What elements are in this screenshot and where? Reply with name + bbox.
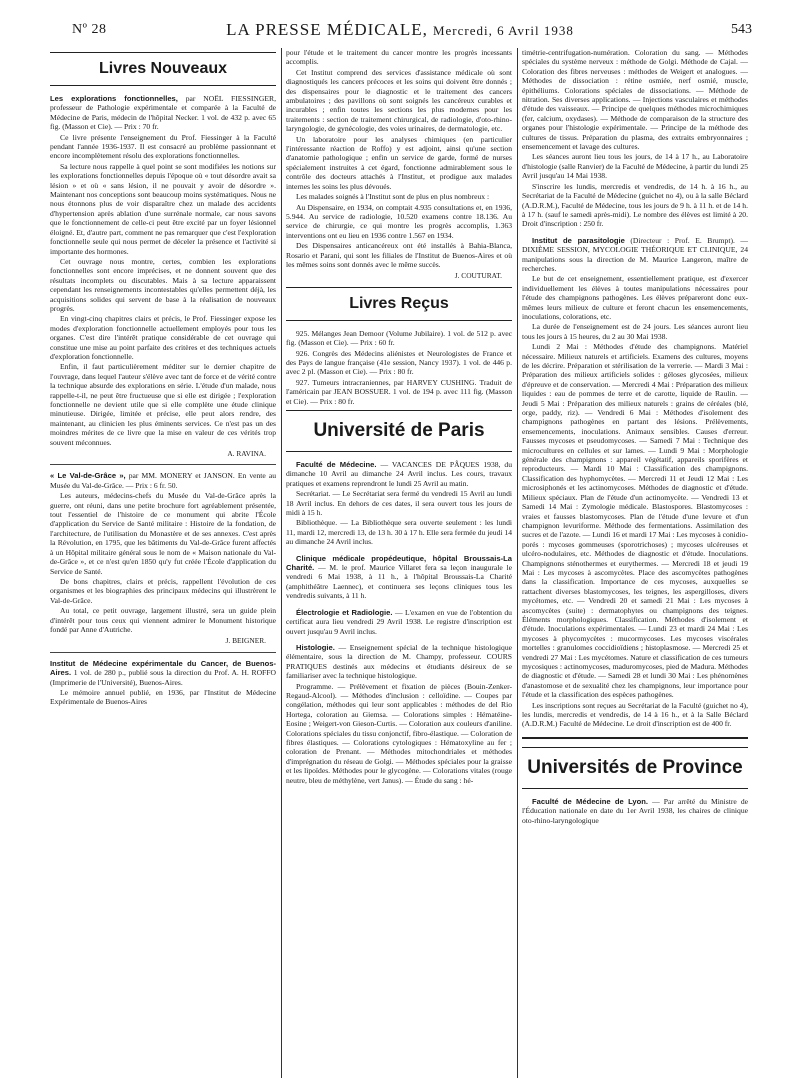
received-book-item: 926. Congrès des Médecins aliénistes et Neurologistes de France et des Pays de langue française (41e session, Nancy 1937). 1 vol. de 446 p. avec 2 pl. (Masson et Cie). — Prix : 80 fr. — [286, 348, 512, 377]
paragraph: timétrie-centrifugation-numération. Coloration du sang. — Méthodes spéciales du système nerveux : méthode de Golgi. Méthode de Cajal. — Coloration des fibres nerveuses : méthodes de Weigert et analogues. — Méthodes de dissociation : rétine osmiée, nerf osmié, muscle, épithéliums. Colorations spéciales de dissociations. — Méthode de nitration. Ses diverses applications. — Injections vasculaires et méthodes d'étude des vaisseaux. — Principe de quelques méthodes microchimiques (fer, calcium, oxydases). — Méthode de comparaison de la structure des organes pour l'histologie expérimentale. — Principe de la méthode des cultures de tissus. Préparation du plasma, des extraits embryonnaires ; ensemencement et lavage des cultures. — [522, 48, 748, 152]
journal-title: LA PRESSE MÉDICALE, — [226, 20, 428, 39]
paragraph: S'inscrire les lundis, mercredis et vendredis, de 14 h. à 16 h., au Secrétariat de la Faculté de Médecine (guichet no 4), ou à la salle Béclard (A.D.R.M.), Faculté de Médecine, tous les jours de 9 h. à 11 h. et de 14 h. à 17 h. (sauf le samedi après-midi). Le nombre des élèves est limité à 20. Droit d'inscription : 250 fr. — [522, 181, 748, 229]
paragraph: Les auteurs, médecins-chefs du Musée du Val-de-Grâce après la guerre, ont réuni, dans une petite brochure fort agréablement présentée, tout l'essentiel de l'histoire de ce monument qui abrite l'École d'application du Service de Santé militaire : Histoire de la fondation, de l'architecture, de l'utilisation du Monastère et de ses annexes. C'est après la Révolution, en 1795, que les bâtiments du Val-de-Grâce furent affectés à un Hôpital militaire général sous le nom de « Maison nationale du Val-de-Grâce », et ce n'est qu'en 1850 qu'y fut créée l'École d'application du Service de Santé. — [50, 491, 276, 576]
paragraph: Les malades soignés à l'Institut sont de plus en plus nombreux : — [296, 192, 490, 202]
divider — [522, 737, 748, 739]
running-header — [0, 0, 800, 46]
issue-date: Mercredi, 6 Avril 1938 — [432, 23, 574, 38]
masthead — [0, 20, 800, 40]
notice-heading — [286, 554, 512, 601]
notice-title: Faculté de Médecine de Lyon. — [532, 796, 649, 806]
paragraph: Programme. — Prélèvement et fixation de pièces (Bouin-Zenker-Regaud-Alcool). — Méthodes d'inclusion : celloïdine. — Coupes par congélation, méthodes qui leur sont applicables : méthodes de del Rio Hortega, coloration au Giemsa. — Colorations simples : Hématéine-Eosine ; Weigert-von Gieson-Curtis. — Coloration aux couleurs d'aniline. Colorations spéciales du tissu conjonctif, fibro-élastique. — Coloration de fibres élastiques. — Colorations cytologiques : Hématoxyline au fer ; coloration de Prenant. — Méthodes mitochondriales et méthodes d'imprégnation du réseau de Golgi. — Méthodes spéciales pour la graisse et les lipoïdes. Méthodes pour le glycogène. — Colorations vitales (rouge neutre, bleu de méthylène, vert Janus). — Étude du sang : hé- — [286, 681, 512, 785]
review-title: Les explorations fonctionnelles, — [50, 94, 178, 103]
review-heading — [50, 659, 276, 687]
paragraph: Les inscriptions sont reçues au Secrétariat de la Faculté (guichet no 4), les lundis, mercredis et vendredis, de 14 à 16 h., et à la Salle Béclard (A.D.R.M.) Faculté de Médecine. Le droit d'inscription est de 400 fr. — [522, 700, 748, 729]
column-divider — [517, 48, 518, 1078]
paragraph: Cet Institut comprend des services d'assistance médicale où sont diagnostiqués les cancers précoces et les soins qui doivent être donnés ; des dispensaires pour le diagnostic et le traitement des cancers ambulatoires ; des pavillons où sont soignés les cancéreux curables et incurables ; enfin toutes les sections les plus modernes pour les traitements : section de traitement chirurgical, de radiologie, d'oto-rhino-laryngologie, de gynécologie, des voies urinaires, de dermatologie, etc. — [286, 67, 512, 134]
review-reference: par MM. MONERY et JANSON. En vente au Musée du Val-de-Grâce. — Prix : 6 fr. 50. — [50, 471, 276, 490]
paragraph: Des Dispensaires anticancéreux ont été installés à Bahia-Blanca, Rosario et Parani, qui sont les filiales de l'Institut de Buenos-Aires et où les mêmes soins sont donnés avec le même succès. — [286, 241, 512, 269]
notice-text: — M. le prof. Maurice Villaret fera sa leçon inaugurale le vendredi 6 Mai 1938, à 11 h., à l'hôpital Broussais-La Charité (amphithéâtre Laennec), et continuera ses leçons cliniques tous les vendredis suivants, à 11 h. — [286, 563, 512, 601]
notice-heading — [286, 608, 512, 636]
notice-text: — VACANCES DE PÂQUES 1938, du dimanche 10 Avril au dimanche 24 Avril inclus. Les cours, travaux pratiques et examens reprendront le lundi 25 Avril au matin. — [286, 460, 512, 488]
notice-title: Faculté de Médecine. — [296, 460, 377, 469]
column-divider — [281, 48, 282, 1078]
notice-heading — [522, 236, 748, 274]
paragraph: Au Dispensaire, en 1934, on comptait 4.935 consultations et, en 1936, 5.944. Au service de radiologie, 10.520 examens contre 18.136. Au service de chirurgie, ce qui montre les progrès accomplis, 1.363 interventions ont eu lieu en 1936 contre 1.567 en 1934. — [286, 202, 512, 240]
notice-heading — [522, 797, 748, 825]
paragraph: Secrétariat. — Le Secrétariat sera fermé du vendredi 15 Avril au lundi 18 Avril inclus. En dehors de ces dates, il sera ouvert tous les jours de midi à 15 h. — [286, 489, 512, 518]
review-title: « Le Val-de-Grâce », — [50, 471, 126, 481]
notice-heading — [286, 460, 512, 488]
divider — [50, 464, 276, 465]
review-heading — [50, 94, 276, 132]
issue-number: Nº 28 — [72, 22, 107, 37]
paragraph: Le but de cet enseignement, essentiellement pratique, est d'exercer individuellement les élèves à toutes manipulations nécessaires pour l'étude des champignons pathogènes. Les élèves prépareront donc eux-mêmes leurs milieux de culture et feront chacun les ensemencements, inoculations, colorations, etc. — [522, 274, 748, 321]
page-number: 543 — [731, 22, 752, 37]
paragraph: Au total, ce petit ouvrage, largement illustré, sera un guide plein d'intérêt pour tous ceux qui viennent admirer le Monument historique fondé par Anne d'Autriche. — [50, 606, 276, 634]
paragraph: pour l'étude et le traitement du cancer montre les progrès incessants accomplis. — [286, 48, 512, 67]
notice-text: (Directeur : Prof. E. Brumpt). — DIXIÈME SESSION, MYCOLOGIE THÉORIQUE ET CLINIQUE, 24 manipulations sous la direction de M. Maurice Langeron, maître de recherches. — [522, 235, 748, 273]
author-signature: J. COUTURAT. — [454, 271, 502, 281]
section-title-livres-nouveaux: Livres Nouveaux — [50, 52, 276, 86]
notice-title: Clinique médicale propédeutique, hôpital Broussais-La Charité. — [286, 553, 512, 573]
review-heading — [50, 471, 276, 490]
column-1 — [50, 48, 276, 1078]
paragraph: Ce livre présente l'enseignement du Prof. Fiessinger à la Faculté pendant l'année 1936-1937. Il est consacré au problème passionnant et encore incomplètement résolu des explorations fonctionnelles. — [50, 132, 276, 161]
paragraph: Bibliothèque. — La Bibliothèque sera ouverte seulement : les lundi 11, mardi 12, mercredi 13, de 13 h. 30 à 17 h. Elle sera fermée du jeudi 14 au dimanche 24 Avril inclus. — [286, 518, 512, 547]
paragraph: Cet ouvrage nous montre, certes, combien les explorations fonctionnelles sont encore imprécises, et ne donnent souvent que des résultats incomplets ou discutables. Mais à sa lecture apparaissent cependant les renseignements incontestables qu'elles permettent déjà, les acquisitions solides qui servent de base à la réalisation de nouveaux progrès. — [50, 256, 276, 313]
paragraph: La durée de l'enseignement est de 24 jours. Les séances auront lieu tous les jours à 15 heures, du 2 au 30 Mai 1938. — [522, 322, 748, 341]
column-3 — [522, 48, 748, 1078]
review-reference: par NOËL FIESSINGER, professeur de Pathologie expérimentale et comparée à la Faculté de Médecine de Paris, médecin de l'hôpital Necker. 1 vol. de 432 p. avec 65 fig. (Masson et Cie). — Prix : 70 fr. — [50, 94, 276, 132]
section-title-universites-province: Universités de Province — [522, 747, 748, 789]
divider — [50, 652, 276, 653]
paragraph: En vingt-cinq chapitres clairs et précis, le Prof. Fiessinger expose les modes d'exploration fonctionnelle actuellement employés pour tous les organes. C'est dire l'intérêt pratique considérable de cet ouvrage qui constitue une mise au point parfaite des critères et des techniques actuels d'exploration fonctionnelle. — [50, 314, 276, 361]
paragraph: Sa lecture nous rappelle à quel point se sont modifiées les notions sur les explorations fonctionnelles depuis l'époque où « tout désordre avait sa lésion » et où « sans lésion, il ne pouvait y avoir de désordre ». Maintenant nos conceptions sont beaucoup moins systématiques. Nous ne nous étonnons plus de voir disparaître chez un malade des accidents d'hypertension après ablation d'une surrénale normale, car nous savons que le fonctionnement de celle-ci peut être excité par un foyer lésionnel éloigné. Et, d'autre part, comment ne pas remarquer que c'est l'exploration fonctionnelle seule qui nous permet de déceler la présence et l'activité si importante des hormones. — [50, 161, 276, 256]
received-book-item: 927. Tumeurs intracraniennes, par HARVEY CUSHING. Traduit de l'américain par JEAN BOSSUER. 1 vol. de 194 p. avec 111 fig. (Masson et Cie). — Prix : 80 fr. — [286, 377, 512, 406]
paragraph: De bons chapitres, clairs et précis, rappellent l'évolution de ces organismes et les biographies des principaux médecins qui illustrèrent le Val-de-Grâce. — [50, 576, 276, 605]
notice-title: Institut de parasitologie — [532, 235, 625, 245]
notice-text: — Enseignement spécial de la technique histologique élémentaire, sous la direction de M. Champy, professeur. COURS PRATIQUES destinés aux médecins et étudiants désireux de se familiariser avec la technique histologique. — [286, 642, 512, 681]
column-2 — [286, 48, 512, 1078]
paragraph: Un laboratoire pour les analyses chimiques (en particulier l'intéressante réaction de Roffo) y est adjoint, ainsi qu'une section d'anatomie pathologique ; enfin un service de garde, formé de nurses spécialement instruites à cet égard, fonctionne admirablement sous le contrôle des docteurs attachés à l'Institut, et prodigue aux malades internes les soins les plus dévoués. — [286, 134, 512, 191]
paragraph: Lundi 2 Mai : Méthodes d'étude des champignons. Matériel nécessaire. Milieux naturels et artificiels. Examens des cultures, moyens de les décrire. Préparation et stérilisation de la verrerie. — Mardi 3 Mai : Préparation des milieux artificiels solides : géloses glycosées, milieux d'épreuve et de conservation. — Mercredi 4 Mai : Préparation des milieux liquides : eau de pommes de terre et de carotte, liquide de Raulin. — Jeudi 5 Mai : Préparation des milieux naturels : grains de céréales (blé, orge, paddy, riz). — Vendredi 6 Mai : Méthodes d'isolement des champignons pathogènes en partant des lésions. Prélèvements, ensemencements, inoculations. Animaux sensibles. Causes d'erreur. Fausses mycoses et pseudomycoses. — Samedi 7 Mai : Technique des microcultures en cellules et sur lames. — Lundi 9 Mai : Morphologie générale des champignons : appareil végétatif, appareils sporifères et reproducteurs. — Mardi 10 Mai : Classification des champignons. Classification des hyphomycètes. — Mercredi 11 et Jeudi 12 Mai : Les microsiphonés et les actinomycoses. Méthodes de diagnostic et d'étude. Milieux spéciaux. Plan de l'étude d'un actinomycète. — Vendredi 13 et Samedi 14 Mai : Zymologie médicale. Blastospores. Blastomycoses : vraies et fausses blastomycoses. Plan de l'étude d'une levure et d'un champignon levuriforme. Méthode des fermentations. Assimilation des sucres et de l'azote. — Lundi 16 et mardi 17 Mai : Les mycoses à conidio-porés : mycoses gommeuses (sporotrichoses) ; mycoses ulcéreuses et ulcéro-nodulaires, etc. Méthodes de diagnostic et d'étude. Inoculations. Champignons sténothermes et eurythermes. — Mercredi 18 et jeudi 19 Mai : Les mycoses à ascomycètes. Place des ascomycètes pathogènes dans la classification. Importance de ces mycoses, auxquelles se rattachent diverses blastomycoses, les teignes, les aspergilloses, divers mycétomes, etc. — Vendredi 20 et samedi 21 Mai : Les mycoses à ascomycètes (suite) : dermatophytes ou champignons des teignes. Éléments morphologiques. Classification. Méthodes d'isolement et d'étude. Inoculations expérimentales. — Lundi 23 et mardi 24 Mai : Les mycoses à phycomycètes : mucormycoses. Les mycoses viscérales mortelles : granulomes coccidioïdiens ; histoplasmose. — Mercredi 25 et vendredi 27 Mai : Les mycétomes. Nature et classification de ces tumeurs mycosiques : actinomycoses, maduromycoses, pied de Madura. Méthodes de diagnostic et d'étude. — Samedi 28 et lundi 30 Mai : Les phénomènes d'anastomose et de sexualité chez les champignons, leur importance pour l'étude et la classification des espèces pathogènes. — [522, 342, 748, 700]
section-title-universite-paris: Université de Paris — [286, 410, 512, 452]
notice-title: Histologie. — [296, 642, 335, 652]
paragraph: Les séances auront lieu tous les jours, de 14 à 17 h., au Laboratoire d'histologie (salle Ranvier) de la Faculté de Médecine, à partir du lundi 25 Avril jusqu'au 14 Mai 1938. — [522, 152, 748, 181]
paragraph: Enfin, il faut particulièrement méditer sur le dernier chapitre de l'ouvrage, dans lequel l'auteur s'élève avec tant de force et de vérité contre la technique absurde des explorations en série. L'étude d'un malade, nous rappelle-t-il, ne peut être fructueuse que si elle est dirigée ; l'exploration fonctionnelle ne devient utile que si elle complète une étude clinique minutieuse. Dirigée, limitée et précise, elle peut alors rendre, des maintenant, au clinicien les plus éminents services. Ce n'est pas un des moindres mérites de ce livre que la mise en valeur de ces vérités trop souvent méconnues. — [50, 362, 276, 447]
received-book-item: 925. Mélanges Jean Demoor (Volume Jubilaire). 1 vol. de 512 p. avec fig. (Masson et Cie). — Prix : 60 fr. — [286, 328, 512, 348]
section-title-livres-recus: Livres Reçus — [286, 287, 512, 321]
paragraph: Le mémoire annuel publié, en 1936, par l'Institut de Médecine Expérimentale de Buenos-Aires — [50, 687, 276, 707]
author-signature: J. BEIGNER. — [225, 636, 266, 646]
author-signature: A. RAVINA. — [227, 449, 266, 459]
review-reference: 1 vol. de 280 p., publié sous la direction du Prof. A. H. ROFFO (Imprimerie de l'Université), Buenos-Aires. — [50, 668, 276, 687]
notice-title: Électrologie et Radiologie. — [296, 607, 393, 617]
notice-heading — [286, 643, 512, 681]
notice-text: — L'examen en vue de l'obtention du certificat aura lieu vendredi 29 Avril 1938. Le registre d'inscription est ouvert jusqu'au 9 Avril inclus. — [286, 607, 512, 636]
notice-text: — Par arrêté du Ministre de l'Éducation nationale en date du 1er Avril 1938, les chaires de clinique oto-rhino-laryngologique — [522, 796, 748, 825]
review-title: Institut de Médecine expérimentale du Cancer, de Buenos-Aires. — [50, 658, 276, 678]
